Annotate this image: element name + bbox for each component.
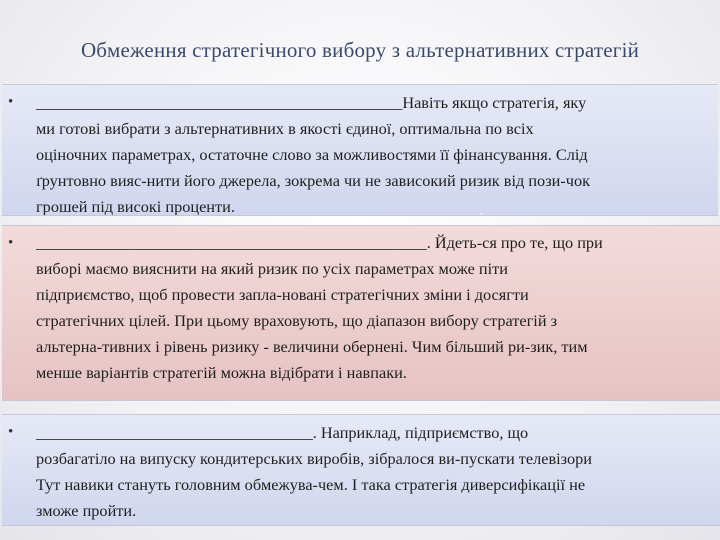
paragraph-line: ґрунтовно вияс-нити його джерела, зокрема чи не зависокий ризик від пози-чок [36, 171, 591, 190]
content-block-1 [2, 84, 718, 216]
paragraph-financing [36, 90, 590, 216]
paragraph-risk [36, 230, 603, 386]
paragraph-line: зможе пройти. [36, 501, 137, 520]
paragraph-skills [36, 420, 592, 524]
paragraph-line: ми готові вибрати з альтернативних в якості єдиної, оптимальна по всіх [36, 119, 534, 138]
content-block-2 [2, 225, 720, 401]
paragraph-line: грошей під високі проценти. [36, 197, 235, 216]
slide-title: Обмеження стратегічного вибору з альтернативних стратегій [80, 38, 640, 62]
content-block-3 [2, 414, 720, 526]
bullet-marker: • [8, 94, 14, 110]
paragraph-line: __________________________________. Наприклад, підприємство, що [36, 423, 529, 442]
bullet-marker: • [8, 424, 14, 440]
paragraph-line: розбагатіло на випуску кондитерських виробів, зібралося ви-пускати телевізори [36, 449, 592, 468]
paragraph-line: ________________________________________________. Йдеть-ся про те, що при [36, 233, 603, 252]
bullet-marker: • [8, 235, 14, 251]
paragraph-line: _____________________________________________Навіть якщо стратегія, яку [36, 93, 587, 112]
paragraph-line: стратегічних цілей. При цьому враховують, що діапазон вибору стратегій з [36, 311, 558, 330]
paragraph-line: менше варіантів стратегій можна відібрати і навпаки. [36, 363, 407, 382]
paragraph-line: альтерна-тивних і рівень ризику - величини обернені. Чим більший ри-зик, тим [36, 337, 588, 356]
paragraph-line: Тут навики стануть головним обмежува-чем. І така стратегія диверсифікації не [36, 475, 586, 494]
paragraph-line: оціночних параметрах, остаточне слово за можливостями її фінансування. Слід [36, 145, 588, 164]
paragraph-line: виборі маємо вияснити на який ризик по усіх параметрах може піти [36, 259, 508, 278]
paragraph-line: підприємство, щоб провести запла-новані стратегічних зміни і досягти [36, 285, 529, 304]
